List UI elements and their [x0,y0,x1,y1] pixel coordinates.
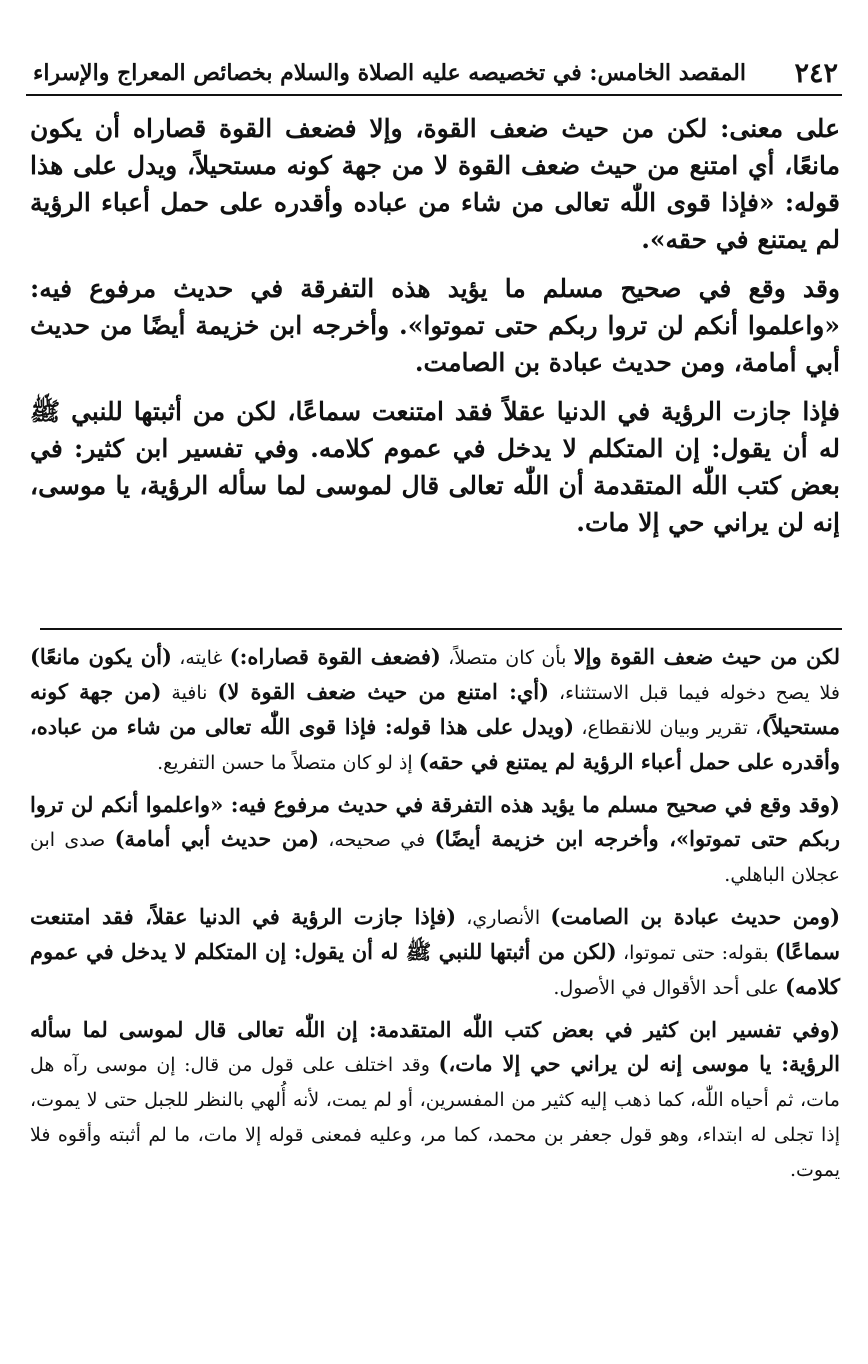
commentary-text: بأن كان متصلاً، [440,647,574,669]
commentary-text: بقوله: حتى تموتوا، [616,942,775,964]
quoted-text: (من حديث أبي أمامة) [114,826,320,851]
commentary-text: وقد اختلف على قول من قال: إن موسى رآه هل مات، ثم أحياه اللّٰه، كما ذهب إليه كثير من المفسرين، أو لم يمت، لأنه أُلهي بالنظر للجبل حتى لا يموت، إذا تجلى له ابتداء، وهو قول جعفر بن محمد، كما مر، وعليه فمعنى قوله إلا مات، ما لم أثبته وأقوه فلا يموت. [30,1054,840,1181]
quoted-text: (من جهة كونه مستحيلاً) [30,679,840,739]
quoted-text: (وقد وقع في صحيح مسلم ما يؤيد هذه التفرقة في حديث مرفوع فيه: «واعلموا أنكم لن تروا ربكم حتى تموتوا»، وأخرجه ابن خزيمة أيضًا) [30,792,840,851]
commentary-text: الأنصاري، [456,907,551,929]
commentary-text: صدى ابن عجلان الباهلي. [30,829,840,886]
page-number: ٢٤٢ [794,58,838,89]
quoted-text: (أي: امتنع من حيث ضعف القوة لا) [217,679,550,704]
main-paragraph: على معنى: لكن من حيث ضعف القوة، وإلا فضعف القوة قصاراه أن يكون مانعًا، أي امتنع من حيث ضعف القوة لا من جهة كونه مستحيلاً، ويدل على هذا قوله: «فإذا قوى اللّٰه تعالى من شاء من عباده وأقدره على حمل أعباء الرؤية لم يمتنع في حقه». [30,114,840,254]
commentary-text: إذ لو كان متصلاً ما حسن التفريع. [157,752,419,774]
header-divider [26,94,842,96]
quoted-text: (ويدل على هذا قوله: فإذا قوى اللّٰه تعالى من شاء من عباده، وأقدره على حمل أعباء الرؤية لم يمتنع في حقه) [30,714,840,774]
commentary-paragraph [30,640,840,780]
commentary-paragraph [30,900,840,1005]
running-header [26,52,842,92]
main-text [30,110,840,553]
quoted-text: (لكن من أثبتها للنبي ﷺ له أن يقول: إن المتكلم لا يدخل في عموم كلامه) [30,939,840,999]
commentary-text: ، تقرير وبيان للانقطاع، [574,717,762,739]
footnote-divider [40,628,842,630]
commentary-text: نافية [161,682,218,704]
main-paragraph: فإذا جازت الرؤية في الدنيا عقلاً فقد امتنعت سماعًا، لكن من أثبتها للنبي ﷺ له أن يقول: إن المتكلم لا يدخل في عموم كلامه. وفي تفسير ابن كثير: في بعض كتب اللّٰه المتقدمة أن اللّٰه تعالى قال لموسى لما سأله الرؤية، يا موسى، إنه لن يراني حي إلا مات. [30,397,840,537]
quoted-text: (أن يكون مانعًا) [30,644,172,669]
quoted-text: (فإذا جازت الرؤية في الدنيا عقلاً، فقد امتنعت سماعًا) [30,904,840,964]
commentary-text: غايته، [171,647,230,669]
commentary-text: على أحد الأقوال في الأصول. [553,977,786,999]
quoted-text: (ومن حديث عبادة بن الصامت) [550,904,841,929]
commentary [30,640,840,1195]
quoted-text: (فضعف القوة قصاراه:) [229,644,441,669]
main-paragraph: وقد وقع في صحيح مسلم ما يؤيد هذه التفرقة في حديث مرفوع فيه: «واعلموا أنكم لن تروا ربكم حتى تموتوا». وأخرجه ابن خزيمة أيضًا من حديث أبي أمامة، ومن حديث عبادة بن الصامت. [30,274,840,377]
running-title: المقصد الخامس: في تخصيصه عليه الصلاة والسلام بخصائص المعراج والإسراء [33,60,746,86]
quoted-text: لكن من حيث ضعف القوة وإلا [573,644,841,669]
commentary-paragraph [30,1013,840,1187]
quoted-text: (وفي تفسير ابن كثير في بعض كتب اللّٰه المتقدمة: إن اللّٰه تعالى قال لموسى لما سأله الرؤية: يا موسى إنه لن يراني حي إلا مات،) [30,1017,841,1076]
commentary-text: فلا يصح دخوله فيما قبل الاستثناء، [549,682,840,704]
commentary-paragraph [30,788,840,892]
commentary-text: في صحيحه، [319,829,435,851]
